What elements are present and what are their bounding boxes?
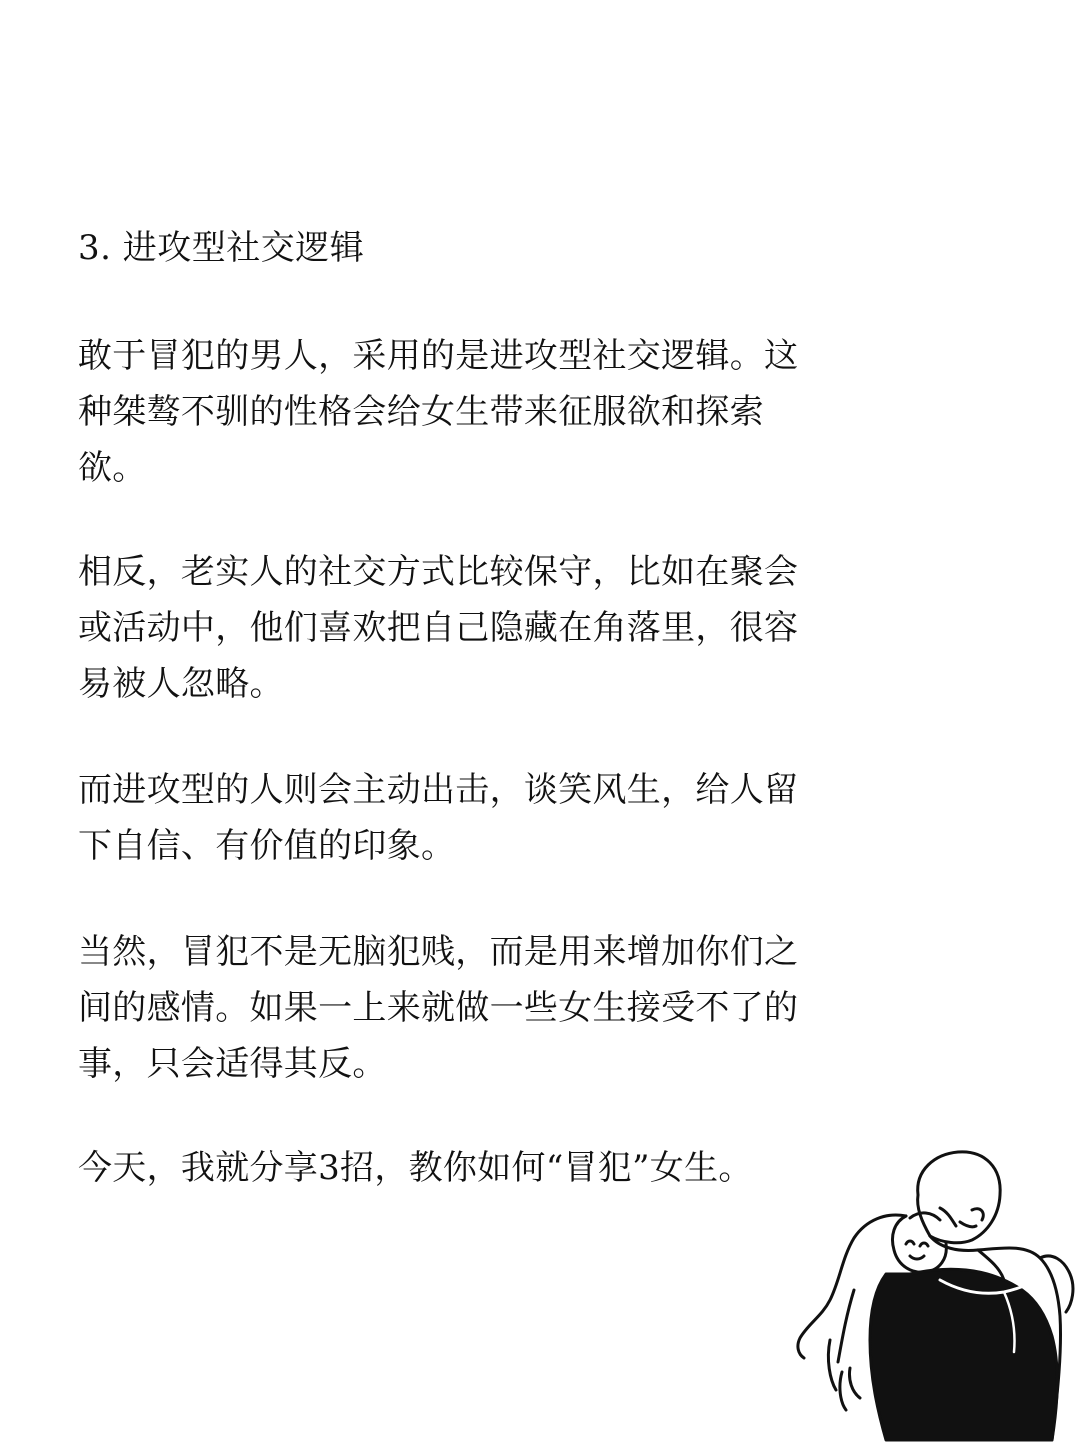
paragraph-1 bbox=[78, 328, 799, 496]
paragraph-line: 相反，老实人的社交方式比较保守，比如在聚会 bbox=[78, 552, 799, 592]
paragraph-line: 当然，冒犯不是无脑犯贱，而是用来增加你们之 bbox=[78, 932, 799, 972]
paragraph-line: 而进攻型的人则会主动出击，谈笑风生，给人留 bbox=[78, 770, 799, 810]
paragraph-line: 事，只会适得其反。 bbox=[78, 1044, 387, 1084]
paragraph-2 bbox=[78, 544, 799, 712]
paragraph-line: 欲。 bbox=[78, 448, 147, 488]
paragraph-line: 间的感情。如果一上来就做一些女生接受不了的 bbox=[78, 988, 799, 1028]
paragraph-line: 易被人忽略。 bbox=[78, 664, 284, 704]
paragraph-5 bbox=[78, 1140, 794, 1196]
paragraph-line: 或活动中，他们喜欢把自己隐藏在角落里，很容 bbox=[78, 608, 799, 648]
section-heading: 3. 进攻型社交逻辑 bbox=[78, 228, 365, 268]
paragraph-line: 种桀骜不驯的性格会给女生带来征服欲和探索 bbox=[78, 392, 764, 432]
paragraph-line: 下自信、有价值的印象。 bbox=[78, 826, 456, 866]
paragraph-line: 今天，我就分享3招，教你如何“冒犯”女生。 bbox=[78, 1148, 753, 1188]
hugging-couple-illustration bbox=[790, 1140, 1080, 1443]
paragraph-3 bbox=[78, 762, 799, 874]
paragraph-4 bbox=[78, 924, 799, 1092]
paragraph-line: 敢于冒犯的男人，采用的是进攻型社交逻辑。这 bbox=[78, 336, 799, 376]
